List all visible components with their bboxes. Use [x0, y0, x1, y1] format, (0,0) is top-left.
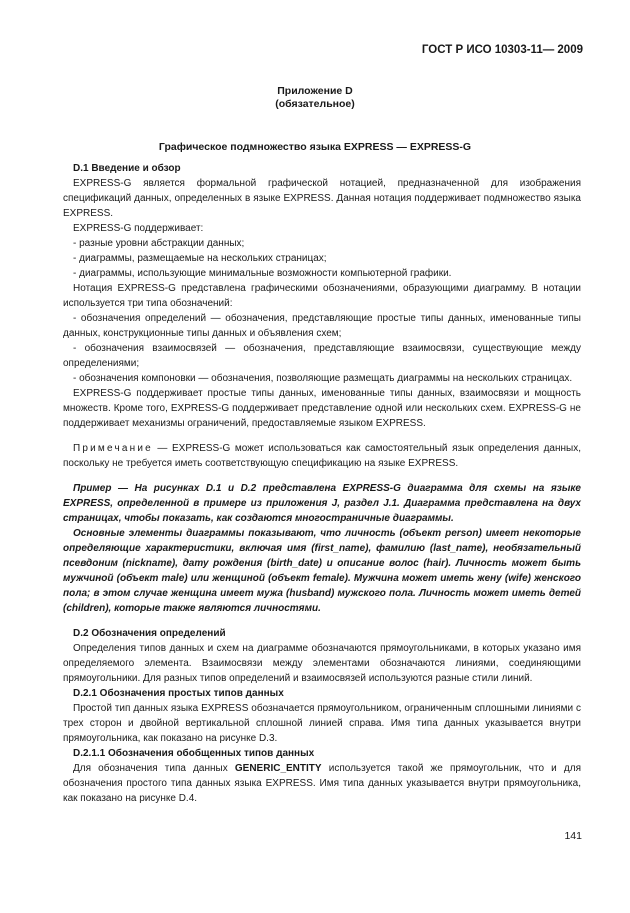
example-paragraph: Пример — На рисунках D.1 и D.2 представлена EXPRESS-G диаграмма для схемы на языке EXPRESS, определенной в примере из приложения J, раздел J.1. Диаграмма представлена на двух страницах, чтобы показать, как создаются многостраничные диаграммы. — [63, 483, 581, 524]
paragraph: EXPRESS-G поддерживает простые типы данных, именованные типы данных, взаимосвязи и мощность множеств. Кроме того, EXPRESS-G поддерживает представление одной или нескольких схем. EXPRESS-G не поддерживает механизмы ограничений, предоставляемые языком EXPRESS. — [63, 388, 581, 429]
paragraph: EXPRESS-G является формальной графической нотацией, предназначенной для изображения спецификаций данных, определенных в языке EXPRESS. Данная нотация поддерживает подмножество языка EXPRESS. — [63, 178, 581, 219]
section-d2-heading: D.2 Обозначения определений — [73, 628, 226, 639]
list-item: - диаграммы, использующие минимальные возможности компьютерной графики. — [73, 268, 452, 279]
list-item: - обозначения определений — обозначения, представляющие простые типы данных, именованные типы данных, конструкционные типы данных и объявления схем; — [63, 313, 581, 339]
example-paragraph: Основные элементы диаграммы показывают, что личность (объект person) имеет некоторые определяющие характеристики, включая имя (first_name), фамилию (last_name), необязательный псевдоним (nickname), дату рождения (birth_date) и описание волос (hair). Личность может быть мужчиной (объект male) или женщиной (объект female). Мужчина может иметь жену (wife) женского пола; в этом случае женщина имеет мужа (husband) мужского пола. Личность может иметь детей (children), которые также являются личностями. — [63, 528, 581, 614]
section-d211-heading: D.2.1.1 Обозначения обобщенных типов данных — [73, 748, 315, 759]
note-text: — EXPRESS-G может использоваться как самостоятельный язык определения данных, поскольку не требуется иметь соответствующую спецификацию на языке EXPRESS. — [63, 443, 581, 469]
page-number: 141 — [564, 830, 582, 842]
section-d21-heading: D.2.1 Обозначения простых типов данных — [73, 688, 284, 699]
paragraph: Простой тип данных языка EXPRESS обозначается прямоугольником, ограниченным сплошными линиями с трех сторон и двойной вертикальной сплошной линией справа. Имя типа данных указывается внутри прямоугольника, как показано на рисунке D.3. — [63, 703, 581, 744]
note — [63, 441, 581, 471]
standard-header: ГОСТ Р ИСО 10303-11— 2009 — [421, 44, 583, 56]
appendix-heading — [0, 85, 630, 111]
list-item: - обозначения компоновки — обозначения, позволяющие размещать диаграммы на нескольких страницах. — [73, 373, 573, 384]
paragraph — [63, 761, 581, 806]
appendix-main-title: Графическое подмножество языка EXPRESS — EXPRESS-G — [158, 141, 472, 153]
paragraph: Нотация EXPRESS-G представлена графическими обозначениями, образующими диаграмму. В нотации используется три типа обозначений: — [63, 283, 581, 309]
list-item: - диаграммы, размещаемые на нескольких страницах; — [73, 253, 327, 264]
document-body — [63, 161, 581, 806]
paragraph: Определения типов данных и схем на диаграмме обозначаются прямоугольниками, в которых указано имя определяемого элемента. Взаимосвязи между элементами обозначаются линиями, соединяющими прямоугольники. Для разных типов определений и взаимосвязей используются разные стили линий. — [63, 643, 581, 684]
note-label: Примечание — [73, 443, 153, 454]
list-item: - разные уровни абстракции данных; — [73, 238, 245, 249]
appendix-status: (обязательное) — [275, 98, 355, 110]
generic-entity-keyword: GENERIC_ENTITY — [234, 763, 322, 774]
paragraph-text: Для обозначения типа данных — [73, 763, 235, 774]
section-d1-heading: D.1 Введение и обзор — [73, 163, 181, 174]
paragraph: EXPRESS-G поддерживает: — [73, 223, 204, 234]
paragraph-text: используется такой же прямоугольник, что и для обозначения простого типа данных языка EXPRESS. Имя типа данных указывается внутри прямоугольника, как показано на рисунке D.4. — [63, 763, 581, 804]
appendix-title: Приложение D — [277, 85, 353, 97]
list-item: - обозначения взаимосвязей — обозначения, представляющие взаимосвязи, существующие между определениями; — [63, 343, 581, 369]
